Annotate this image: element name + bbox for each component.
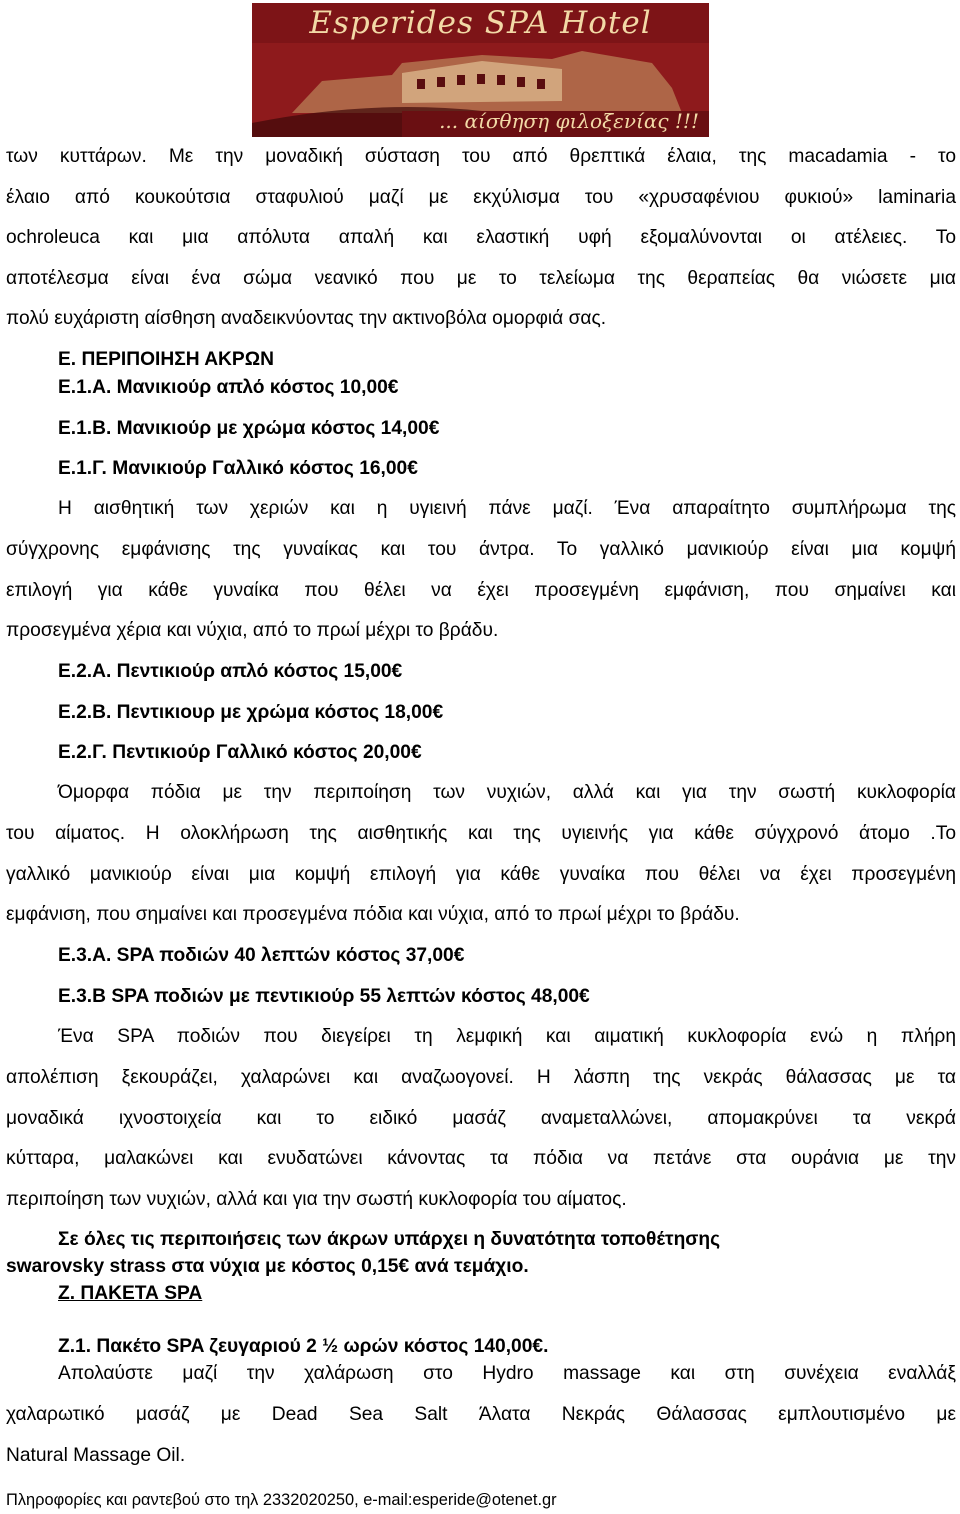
paragraph-manicure [58,489,956,530]
text-line: των κυττάρων. Με την μοναδική σύσταση του από θρεπτικά έλαια, της macadamia - το [6,146,956,167]
text-line: Natural Massage Oil. [6,1444,186,1466]
price-item-e3b: Ε.3.Β SPA ποδιών με πεντικιούρ 55 λεπτών κόστος 48,00€ [58,986,590,1007]
text-line: γαλλικό μανικιούρ είναι μια κομψή επιλογή για κάθε γυναίκα που θέλει να έχει προσεγμένη [6,863,956,885]
price-item-e1b: Ε.1.Β. Μανικιούρ με χρώμα κόστος 14,00€ [58,418,440,439]
paragraph-package-cont [6,1395,956,1476]
text-line: Όμορφα πόδια με την περιποίηση των νυχιών, αλλά και για την σωστή κυκλοφορία [58,782,956,803]
text-line: πολύ ευχάριστη αίσθηση αναδεικνύοντας την ακτινοβόλα ομορφιά σας. [6,308,607,330]
swarovsky-note: Σε όλες τις περιποιήσεις των άκρων υπάρχει η δυνατότητα τοποθέτησης [58,1229,721,1250]
text-line: επιλογή για κάθε γυναίκα που θέλει να έχει προσεγμένη εμφάνιση, που σημαίνει και [6,579,956,601]
text-line: αποτέλεσμα είναι ένα σώμα νεανικό που με το τελείωμα της θεραπείας θα νιώσετε μια [6,267,956,289]
text-line: του αίματος. Η ολοκλήρωση της αισθητικής και της υγιεινής για κάθε σύγχρονό άτομο .Το [6,823,956,844]
text-line: ochroleuca και μια απόλυτα απαλή και ελαστική υφή εξομαλύνονται οι ατέλειες. Το [6,227,956,249]
text-line: εμφάνιση, που σημαίνει και προσεγμένα πόδια και νύχια, από το πρωί μέχρι το βράδυ. [6,904,740,926]
paragraph-package [58,1354,956,1395]
text-line: Η αισθητική των χεριών και η υγιεινή πάνε μαζί. Ένα απαραίτητο συμπλήρωμα της [58,498,956,519]
paragraph-pedicure [58,773,956,814]
price-item-e2b: Ε.2.Β. Πεντικιουρ με χρώμα κόστος 18,00€ [58,702,444,723]
paragraph-manicure-cont [6,530,956,652]
text-line: κύτταρα, μαλακώνει και ενυδατώνει κάνοντας τα πόδια να πετάνε στα ουράνια με την [6,1148,956,1170]
text-line: προσεγμένα χέρια και νύχια, από το πρωί μέχρι το βράδυ. [6,620,499,642]
paragraph-foot-spa-cont [6,1058,956,1220]
text-line: έλαιο από κουκούτσια σταφυλιού μαζί με εκχύλισμα του «χρυσαφένιου φυκιού» laminaria [6,186,956,208]
paragraph-foot-spa [58,1017,956,1058]
price-item-e2g: Ε.2.Γ. Πεντικιούρ Γαλλικό κόστος 20,00€ [58,742,422,763]
swarovsky-note-cont: swarovsky strass στα νύχια με κόστος 0,15€ ανά τεμάχιο. [6,1256,529,1277]
text-line: Ένα SPA ποδιών που διεγείρει τη λεμφική και αιματική κυκλοφορία ενώ η πλήρη [58,1026,956,1047]
paragraph-pedicure-cont [6,814,956,936]
logo-title: Esperides SPA Hotel [309,5,652,41]
paragraph-treatment-end [6,137,956,340]
hotel-logo [252,3,709,137]
text-line: Απολαύστε μαζί την χαλάρωση στο Hydro massage και στη συνέχεια εναλλάξ [58,1363,956,1384]
footer-contact: Πληροφορίες και ραντεβού στο τηλ 2332020250, e-mail:esperide@otenet.gr [6,1491,557,1509]
section-heading-e: Ε. ΠΕΡΙΠΟΙΗΣΗ ΑΚΡΩΝ [58,349,274,370]
text-line: χαλαρωτικό μασάζ με Dead Sea Salt Άλατα Νεκράς Θάλασσας εμπλουτισμένο με [6,1404,956,1425]
price-item-e2a: Ε.2.Α. Πεντικιούρ απλό κόστος 15,00€ [58,661,403,682]
text-line: περιποίηση των νυχιών, αλλά και για την σωστή κυκλοφορία του αίματος. [6,1188,627,1210]
logo-slogan: ... αίσθηση φιλοξενίας !!! [439,109,699,133]
price-item-e1a: Ε.1.Α. Μανικιούρ απλό κόστος 10,00€ [58,377,399,398]
price-item-e1g: Ε.1.Γ. Μανικιούρ Γαλλικό κόστος 16,00€ [58,458,418,479]
package-z1: Ζ.1. Πακέτο SPA ζευγαριού 2 ½ ωρών κόστος 140,00€. [58,1336,549,1357]
text-line: σύγχρονης εμφάνισης της γυναίκας και του άντρα. Το γαλλικό μανικιούρ είναι μια κομψή [6,539,956,560]
text-line: μοναδικά ιχνοστοιχεία και το ειδικό μασάζ αναμεταλλώνει, απομακρύνει τα νεκρά [6,1107,956,1129]
section-heading-z: Ζ. ΠΑΚΕΤΑ SPA [58,1283,203,1304]
price-item-e3a: Ε.3.Α. SPA ποδιών 40 λεπτών κόστος 37,00€ [58,945,465,966]
text-line: απολέπιση ξεκουράζει, χαλαρώνει και αναζωογονεί. Η λάσπη της νεκράς θάλασσας με τα [6,1067,956,1088]
